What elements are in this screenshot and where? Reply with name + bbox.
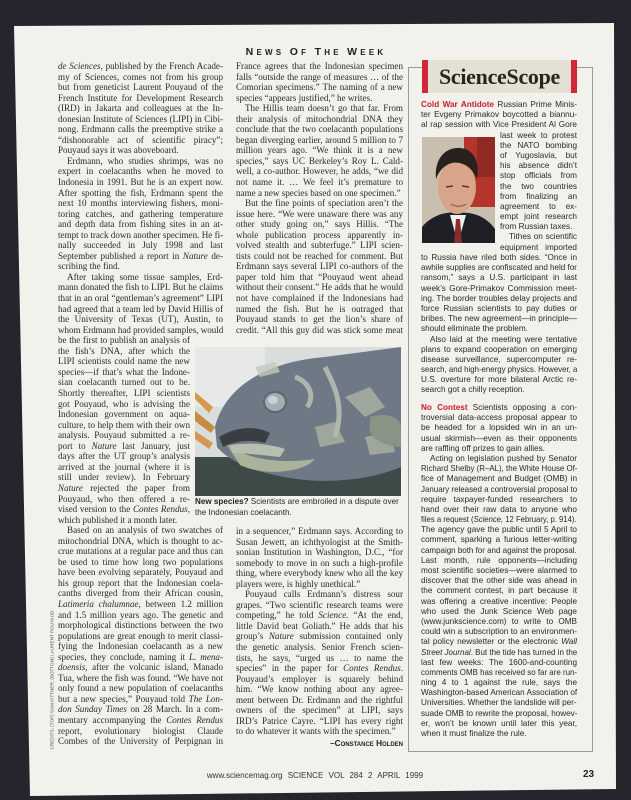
text-line: in a sequencer,” Erdmann says. According to: [236, 526, 403, 536]
text-line: sonian Institution in Washington, D.C., “for: [236, 547, 403, 558]
footer-date: 2 APRIL 1999: [368, 771, 424, 780]
text-line: comment, sparking a furious letter-writing: [421, 535, 577, 545]
text-line: the genetic analysis. Senior French scien-: [236, 642, 403, 653]
text-line: Last month, rule opponents—including: [421, 555, 577, 565]
text-line: and depth data from fishing sites in an at-: [58, 219, 223, 230]
text-line: disease surveillance, supercomputer re-: [421, 354, 577, 364]
text-line: U.S. overture for more bilateral Arctic re-: [421, 375, 577, 385]
text-line: search got a chilly reception.: [421, 385, 525, 395]
text-line: report, evolutionary biologist Claude: [58, 725, 223, 736]
text-line: tempt to track down another specimen. He fi-: [58, 229, 224, 240]
text-line: Street Journal. But the tide has turned in the: [421, 647, 578, 657]
text-line: comments OMB has received so far are run-: [421, 667, 578, 677]
text-line: him. “We know nothing about any agree-: [236, 684, 403, 695]
text-line: Indonesian government on aqua-: [58, 409, 190, 420]
text-line: agreement to ex-: [500, 201, 577, 211]
text-line: credit. “All this guy did was stick some meat: [236, 324, 403, 335]
text-line: still under review). In February: [58, 472, 190, 483]
text-line: falls “outside the range of measures … of the: [236, 71, 403, 82]
text-line: not have complained if the Indonesians had: [236, 293, 403, 304]
section-title: [200, 46, 432, 58]
text-line: Pouyaud says it was aboveboard.: [58, 145, 179, 156]
text-line: days after the UT group’s analysis: [58, 451, 190, 462]
text-line: don Sunday Times on 28 March. In a com-: [58, 704, 223, 715]
text-line: (IRD) in Jakarta and colleagues at the In-: [58, 103, 223, 114]
text-line: last few weeks: The 1600-and-counting: [421, 657, 577, 667]
text-line: got Pouyaud, who is advising the: [58, 398, 190, 409]
left-top-text-block: [58, 61, 223, 335]
text-line: mann donated the fish to LIPI. But he claims: [58, 282, 223, 293]
text-line: from Russian taxes.: [500, 222, 573, 232]
text-line: After spotting the fish, Erdmann spent the: [58, 187, 223, 198]
text-line: (www.junkscience.com) to write to OMB: [421, 616, 577, 626]
text-line: de Sciences, published by the French Acade-: [58, 61, 223, 71]
text-line: expert in coelacanths when he moved to: [58, 166, 223, 177]
text-line: competing,” he told Science. “At the end,: [236, 610, 404, 621]
text-line: January released a controversial proposal to: [421, 484, 578, 494]
text-line: be used to time how long two populations: [58, 556, 223, 567]
text-line: paper told him that “Pouyaud went ahead: [236, 271, 403, 282]
text-line: could win a subscription to an environmen-: [421, 627, 577, 637]
text-line: fying the Indonesian coelacanth as a new: [58, 641, 223, 652]
text-line: discover that the other side was ahead in: [421, 576, 577, 586]
text-line: my of Sciences, comes not from his group: [58, 71, 223, 82]
text-line: species, they conclude, naming it L. mena-: [58, 651, 223, 662]
coelacanth-photo: [195, 347, 401, 496]
text-line: Tithes on scientific: [509, 232, 577, 242]
text-line: force Russian scientists to pay duties or: [421, 303, 577, 313]
text-line: thing, where everybody knew who all the key: [236, 568, 403, 579]
text-line: stop officials from: [500, 171, 577, 181]
text-line: species—if that’s what the Indone-: [58, 366, 190, 377]
text-line: arrived at the journal (where it is: [58, 461, 190, 472]
text-line: named the fish. But he is outraged that: [236, 303, 403, 314]
text-line: conclude that the two coelacanth populations: [236, 124, 403, 135]
item-heading: No Contest: [421, 403, 468, 412]
text-line: his group report that the Indonesian coela-: [58, 577, 223, 588]
text-line: tal policy newsletter or the electronic Wall: [421, 637, 577, 647]
text-line: Pouyaud, who then offered a re-: [58, 493, 190, 504]
text-line: only found a new population of coelacanths: [58, 683, 223, 694]
text-line: tists could not be reached for comment. But: [236, 250, 403, 261]
footer-volume: VOL 284: [328, 771, 363, 780]
text-line: IRD’s Patrice Cayre. “LIPI has every right: [236, 715, 403, 726]
text-line: suade OMB to rewrite the proposal, howev-: [421, 708, 578, 718]
text-line: Pouyaud stands to get the lion’s share of: [236, 314, 403, 325]
caption-lead: New species?: [195, 497, 249, 506]
photo-credits: CREDITS: (TOP) SAM KITTNER; (BOTTOM) LAURENT POUYAUD: [49, 610, 55, 750]
text-line: Comorian specimens.” The naming of a new: [236, 82, 403, 93]
text-line: last week to protest: [500, 130, 577, 140]
text-line: grapes. “Two scientific research teams were: [236, 599, 403, 610]
text-line: the comment contest, in part because it: [421, 586, 577, 596]
text-line: “dishonorable act of scientific piracy”;: [58, 134, 223, 145]
text-line: whom Erdmann had provided samples, would: [58, 324, 224, 335]
text-line: mentary accompanying the Contes Rendus: [58, 715, 223, 726]
text-line: Combes of the University of Perpignan in: [58, 736, 223, 747]
text-line: name a new species based on one specimen.”: [236, 187, 401, 198]
text-line: the University of Texas (UT), Austin, to: [58, 314, 223, 325]
text-line: France agrees that the Indonesian specimen: [236, 61, 403, 71]
text-line: Cold War Antidote Russian Prime Minis-: [421, 100, 577, 109]
left-narrow-text-block: [58, 335, 190, 525]
text-line: which published it a month later.: [58, 514, 178, 525]
left-bottom-text-block: [58, 525, 223, 746]
item-heading: Cold War Antidote: [421, 100, 495, 109]
footer-journal: SCIENCE: [287, 771, 324, 780]
logo-text: ScienceScope: [438, 64, 561, 89]
text-line: crue mutations at a regular pace and thus can: [58, 546, 223, 557]
text-line: scribing the find.: [58, 261, 120, 272]
text-line: nong. Erdmann calls the preemptive strike a: [58, 124, 223, 135]
text-line: week’s Gore-Primakov Commission meet-: [421, 283, 577, 293]
section-title-text: NEWS OF THE WEEK: [245, 46, 387, 58]
text-line: of Yugoslavia, but: [500, 150, 577, 160]
text-line: was offering a creative incentive: People: [421, 596, 577, 606]
text-line: volved stealth and subterfuge.” LIPI scien-: [236, 240, 403, 251]
byline: –Constance Holden: [330, 739, 403, 748]
text-line: ment between Dr. Erdmann and the rightful: [236, 694, 403, 705]
middle-bottom-text-block: [236, 526, 403, 737]
page-number: 23: [583, 769, 595, 780]
text-line: hand over their raw data to anyone who: [421, 504, 577, 514]
text-line: be headed for a lopsided win in an un-: [421, 423, 577, 433]
text-line: the two countries: [500, 181, 577, 191]
text-line: species,” says UC Berkeley’s Roy L. Cald-: [236, 155, 403, 166]
text-line: After taking some tissue samples, Erd-: [67, 271, 223, 282]
text-line: port to Nature last January, just: [58, 440, 190, 451]
text-line: owners of the specimen” at LIPI, says: [236, 705, 403, 716]
text-line: be the first to publish an analysis of: [58, 335, 190, 346]
text-line: troversial data-access proposal appear to: [421, 413, 577, 423]
text-line: little David beat Goliath.” He adds that his: [236, 620, 403, 631]
text-line: most scientific societies—were alarmed to: [421, 566, 577, 575]
text-line: Acting on legislation pushed by Senator: [430, 453, 577, 463]
text-line: Erdmann says several LIPI co-authors of the: [236, 261, 403, 272]
text-line: whole publication process apparently in-: [236, 229, 403, 240]
text-line: Tua, where the fish was found. “We have not: [58, 672, 223, 683]
text-line: species “appears justified,” he writes.: [236, 92, 373, 103]
text-line: have been evolving separately, Pouyaud and: [58, 567, 223, 578]
middle-top-text-block: [236, 61, 403, 335]
footer-url[interactable]: www.sciencemag.org: [206, 771, 283, 780]
text-line: empt joint research: [500, 212, 577, 222]
text-line: ing. The border troubles delay projects and: [421, 293, 577, 303]
text-line: files a request (Science, 12 February, p. 914).: [421, 515, 577, 525]
text-line: vised version to the Contes Rendus,: [58, 504, 190, 515]
text-line: began diverging earlier, around 5 million to 7: [236, 134, 403, 145]
text-line: No Contest Scientists opposing a con-: [421, 403, 577, 412]
text-line: Universities. Whether the landslide will per-: [421, 698, 577, 708]
text-line: But the fine points of speciation aren’t the: [245, 198, 403, 209]
text-line: usual skirmish—even as their opponents: [421, 433, 577, 443]
caption-text: Scientists are embroiled in a dispute over the Indonesian coelacanth.: [195, 497, 399, 517]
text-line: fice of Management and Budget (OMB) in: [421, 474, 577, 484]
text-line: Washington-based American Association of: [421, 688, 578, 698]
text-line: The Hillis team doesn’t go that far. From: [245, 103, 403, 114]
text-line: issue here. “We were unaware there was any: [236, 208, 403, 219]
photo-caption: [195, 497, 401, 518]
text-line: the fish’s DNA, after which the: [58, 345, 190, 356]
text-line: bribes. The new agreement—in principle—: [421, 314, 577, 324]
text-line: somebody to move in on such a high-profile: [236, 557, 403, 568]
sciencescope-logo: [422, 60, 577, 93]
text-line: Shortly thereafter, LIPI scientists: [58, 388, 190, 399]
text-line: group’s Nature submission contained only: [236, 631, 403, 642]
text-line: but a new species,” Pouyaud told The Lon-: [58, 693, 224, 704]
text-line: million years ago. “We think it is a new: [236, 145, 403, 156]
text-line: Erdmann, who studies shrimps, was no: [67, 155, 223, 166]
text-line: ransom,” says a U.S. participant in last: [421, 273, 577, 283]
text-line: are raffling off prizes to gain allies.: [421, 443, 545, 453]
text-line: his absence didn’t: [500, 161, 577, 171]
text-line: nally succeeded in July 1998 and last: [58, 240, 223, 251]
text-line: donesian Institute of Sciences (LIPI) in Cibi-: [58, 113, 223, 124]
text-line: Richard Shelby (R–AL), the White House Of-: [421, 464, 578, 474]
text-line: that in an oral “gentleman’s agreement” LIPI: [58, 293, 223, 304]
text-line: not name it. … We feel it’s premature to: [236, 177, 403, 188]
text-line: Also laid at the meeting were tentative: [430, 334, 577, 344]
text-line: populations are great enough to merit classi-: [58, 630, 223, 641]
text-line: to Russia have riled both sides. “Once in: [421, 253, 577, 262]
text-line: other study going on,” says Hillis. “The: [236, 219, 403, 230]
text-line: mitochondrial DNA, which is thought to ac-: [58, 535, 223, 546]
text-line: well, a co-author. However, he adds, “we did: [236, 166, 403, 177]
text-line: should eliminate the problem.: [421, 324, 528, 334]
text-line: who used the Junk Science Web page: [421, 606, 577, 616]
text-line: had agreed that a team led by David Hillis of: [58, 303, 223, 314]
text-line: next 10 months interviewing fishers, moni-: [58, 198, 223, 209]
text-line: Latimeria chalumnae, between 1.2 million: [58, 599, 223, 610]
logo-bar-right: [571, 60, 577, 93]
text-line: species” in the paper for Contes Rendus.: [236, 663, 403, 674]
text-line: September published a report in Nature de-: [58, 250, 223, 261]
text-line: when it must finalize the rule.: [421, 729, 527, 738]
text-line: to do whatever it wants with the specimen.”: [236, 726, 396, 737]
text-line: the NATO bombing: [500, 140, 577, 150]
text-line: plans to expand cooperation on emerging: [421, 344, 577, 354]
text-line: analysis. Pouyaud submitted a re-: [58, 430, 190, 441]
text-line: Susan Jewett, an ichthyologist at the Smith-: [236, 536, 403, 547]
text-line: canths diverged from their African cousin,: [58, 588, 223, 599]
text-line: ter Evgeny Primakov boycotted a biannu-: [421, 110, 577, 120]
text-line: Based on an analysis of two swatches of: [67, 525, 223, 536]
text-line: Nature rejected the paper from: [58, 482, 190, 493]
text-line: sian coelacanth turned out to be.: [58, 377, 190, 388]
gore-photo: [422, 137, 495, 243]
text-line: LIPI scientists could name the new: [58, 356, 190, 367]
text-line: tists, he says, “urged us … to name the: [236, 652, 403, 663]
text-line: but from geneticist Laurent Pouyaud of the: [58, 82, 223, 93]
text-line: their analysis of mitochondrial DNA they: [236, 113, 403, 124]
page-footer: [150, 771, 480, 780]
text-line: and 1.5 million years ago. The genetic and: [58, 609, 223, 620]
text-line: require taxpayer-funded researchers to: [421, 494, 577, 504]
text-line: toring catches, and gathering temperature: [58, 208, 223, 219]
text-line: players were, is highly unethical.”: [236, 578, 361, 589]
text-line: er, won’t be known until later this year,: [421, 718, 577, 728]
text-line: ning 4 to 1 against the rule, says the: [421, 678, 577, 688]
text-line: French Institute for Development Research: [58, 92, 223, 103]
text-line: doensis, after the volcanic island, Manado: [58, 662, 223, 673]
text-line: culture, to help them with their own: [58, 419, 190, 430]
text-line: equipment imported: [500, 242, 577, 252]
text-line: morphological distinctions between the two: [58, 620, 223, 631]
text-line: al rap session with Vice President Al Gore: [421, 120, 577, 130]
text-line: from finalizing an: [500, 191, 577, 201]
text-line: Indonesia in 1991. But he is an expert now.: [58, 177, 223, 188]
text-line: Pouyaud calls Erdmann’s distress sour: [245, 589, 403, 600]
text-line: Pouyaud’s employer is squarely behind: [236, 673, 403, 684]
text-line: campaign both for and against the proposal.: [421, 545, 577, 555]
text-line: search, and high-energy physics. However, a: [421, 365, 578, 375]
text-line: The agency gave the public until 5 April to: [421, 525, 577, 535]
text-line: without their consent.” He adds that he would: [236, 282, 403, 293]
text-line: awhile supplies are confiscated and held for: [421, 263, 577, 273]
